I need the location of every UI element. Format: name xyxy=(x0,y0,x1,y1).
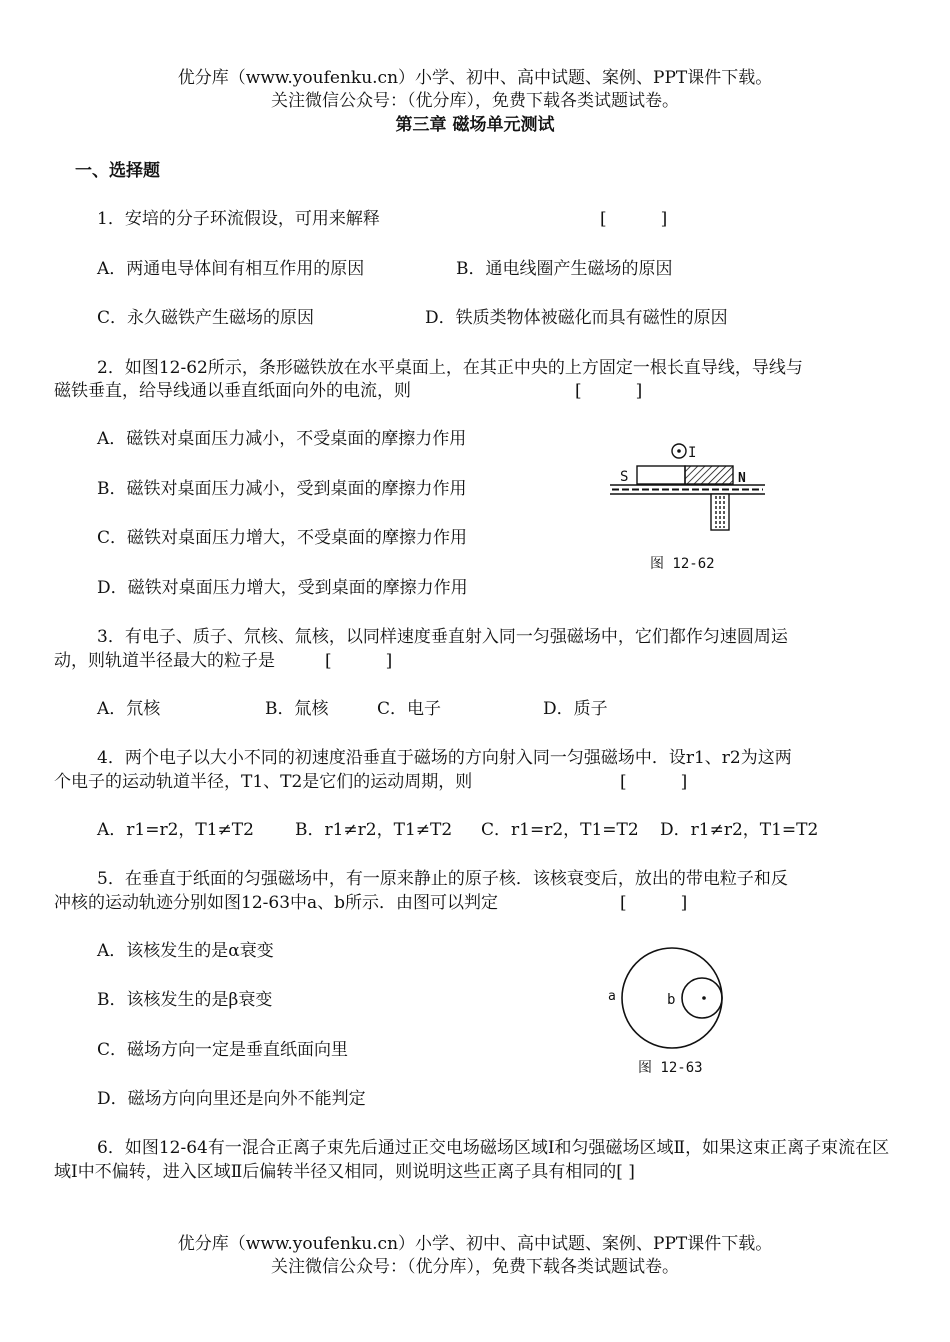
header-line-2: 关注微信公众号：（优分库），免费下载各类试题试卷。 xyxy=(271,91,679,111)
magnet-s-label: S xyxy=(620,469,629,485)
q2-option-c: C．磁铁对桌面压力增大，不受桌面的摩擦力作用 xyxy=(97,528,468,548)
q1-stem: 1．安培的分子环流假设，可用来解释 xyxy=(97,209,380,229)
footer-line-2: 关注微信公众号：（优分库），免费下载各类试题试卷。 xyxy=(271,1257,679,1277)
q4-option-b: B．r1≠r2，T1≠T2 xyxy=(295,820,453,840)
q5-option-d: D．磁场方向向里还是向外不能判定 xyxy=(97,1089,366,1109)
current-label: I xyxy=(688,445,697,461)
q1-option-b: B．通电线圈产生磁场的原因 xyxy=(456,259,673,279)
footer-line-1: 优分库（www.youfenku.cn）小学、初中、高中试题、案例、PPT课件下载。 xyxy=(177,1234,773,1254)
figure-12-62-caption: 图 12-62 xyxy=(650,556,715,572)
q3-stem-line-1: 3．有电子、质子、氘核、氚核，以同样速度垂直射入同一匀强磁场中，它们都作匀速圆周运 xyxy=(97,627,788,647)
q2-answer-bracket: [ ] xyxy=(575,381,643,401)
q2-option-a: A．磁铁对桌面压力减小，不受桌面的摩擦力作用 xyxy=(97,429,467,449)
q5-option-a: A．该核发生的是α衰变 xyxy=(97,941,274,961)
header-line-1: 优分库（www.youfenku.cn）小学、初中、高中试题、案例、PPT课件下载。 xyxy=(177,68,773,88)
q1-option-c: C．永久磁铁产生磁场的原因 xyxy=(97,308,315,328)
q5-stem-line-2: 冲核的运动轨迹分别如图12-63中a、b所示．由图可以判定 xyxy=(54,893,499,913)
track-a-label: a xyxy=(608,989,616,1004)
q3-option-a: A．氘核 xyxy=(97,699,161,719)
q4-option-a: A．r1=r2，T1≠T2 xyxy=(97,820,254,840)
magnet-n-label: N xyxy=(738,471,746,486)
q2-option-d: D．磁铁对桌面压力增大，受到桌面的摩擦力作用 xyxy=(97,578,468,598)
q3-option-b: B．氚核 xyxy=(265,699,329,719)
track-b-label: b xyxy=(667,992,676,1008)
figure-12-63 xyxy=(600,942,740,1082)
nucleus-point xyxy=(702,996,706,1000)
q1-option-a: A．两通电导体间有相互作用的原因 xyxy=(97,259,365,279)
q2-stem-line-2: 磁铁垂直，给导线通以垂直纸面向外的电流，则 xyxy=(54,381,411,401)
q3-option-c: C．电子 xyxy=(377,699,442,719)
q5-stem-line-1: 5．在垂直于纸面的匀强磁场中，有一原来静止的原子核．该核衰变后，放出的带电粒子和反 xyxy=(97,869,788,889)
q3-answer-bracket: [ ] xyxy=(325,651,393,671)
q2-option-b: B．磁铁对桌面压力减小，受到桌面的摩擦力作用 xyxy=(97,479,467,499)
section-heading: 一、选择题 xyxy=(75,161,160,181)
q5-option-b: B．该核发生的是β衰变 xyxy=(97,990,273,1010)
q1-option-d: D．铁质类物体被磁化而具有磁性的原因 xyxy=(425,308,728,328)
table xyxy=(610,485,765,530)
q5-option-c: C．磁场方向一定是垂直纸面向里 xyxy=(97,1040,349,1060)
magnet-s-half xyxy=(637,466,685,484)
track-b-circle xyxy=(682,978,722,1018)
figure-12-63-caption: 图 12-63 xyxy=(638,1060,703,1076)
magnet-n-half xyxy=(685,466,733,484)
q3-stem-line-2: 动，则轨道半径最大的粒子是 xyxy=(54,651,275,671)
figure-12-62 xyxy=(600,436,780,576)
q1-answer-bracket: [ ] xyxy=(600,209,668,229)
q4-option-d: D．r1≠r2，T1=T2 xyxy=(660,820,819,840)
q5-answer-bracket: [ ] xyxy=(620,893,688,913)
q4-stem-line-2: 个电子的运动轨道半径，T1、T2是它们的运动周期，则 xyxy=(54,772,473,792)
q2-stem-line-1: 2．如图12-62所示，条形磁铁放在水平桌面上，在其正中央的上方固定一根长直导线，导线与 xyxy=(97,358,803,378)
q6-text: 6．如图12-64有一混合正离子束先后通过正交电场磁场区域Ⅰ和匀强磁场区域Ⅱ，如果这束正离子束流在区域Ⅰ中不偏转，进入区域Ⅱ后偏转半径又相同，则说明这些正离子具有相同的[ ] xyxy=(54,1138,890,1182)
page-title: 第三章 磁场单元测试 xyxy=(395,115,555,135)
q4-answer-bracket: [ ] xyxy=(620,772,688,792)
q3-option-d: D．质子 xyxy=(543,699,608,719)
q4-option-c: C．r1=r2，T1=T2 xyxy=(481,820,639,840)
q4-stem-line-1: 4．两个电子以大小不同的初速度沿垂直于磁场的方向射入同一匀强磁场中．设r1、r2为这两 xyxy=(97,748,792,768)
